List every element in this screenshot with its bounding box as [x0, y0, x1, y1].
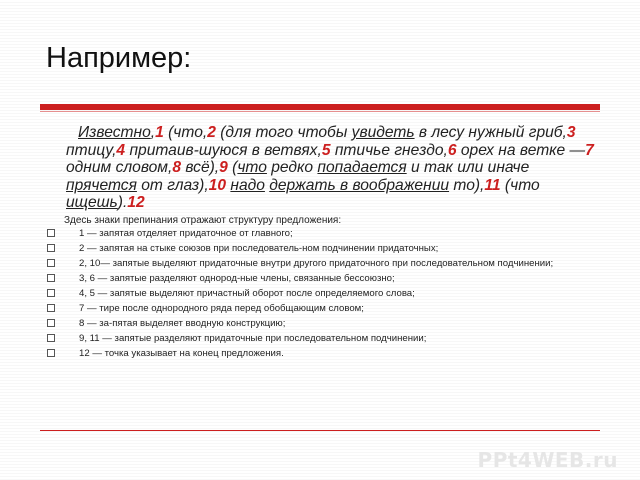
list-item-text: 4, 5 — запятые выделяют причастный оборот после определяемого слова; — [79, 288, 415, 299]
punctuation-number: 1 — [155, 124, 164, 141]
square-bullet-icon — [47, 319, 55, 327]
watermark-logo: PPt4WEB.ru — [477, 448, 618, 472]
punctuation-number: 11 — [484, 176, 501, 194]
sentence-text: (для того чтобы — [215, 124, 352, 141]
underlined-word: надо — [230, 176, 265, 194]
underlined-word: Известно — [78, 124, 151, 141]
sentence-text: в лесу нужный гриб, — [414, 124, 567, 141]
sentence-text: и так или иначе — [406, 159, 530, 176]
list-item — [44, 258, 596, 270]
punctuation-number: 12 — [127, 194, 145, 211]
punctuation-number: 10 — [208, 176, 227, 194]
sentence-text: одним словом, — [66, 159, 173, 176]
square-bullet-icon — [47, 244, 55, 252]
sentence-text: редко — [266, 159, 318, 176]
punctuation-number: 5 — [321, 141, 331, 159]
square-bullet-icon — [47, 259, 55, 267]
list-item — [44, 273, 596, 285]
slide-title: Например: — [46, 42, 192, 74]
square-bullet-icon — [47, 274, 55, 282]
square-bullet-icon — [47, 289, 55, 297]
sentence-text: притаив-шуюся в ветвях, — [125, 141, 322, 159]
underlined-word: что — [237, 159, 267, 176]
top-divider-thin — [40, 111, 600, 112]
punctuation-number: 2 — [207, 124, 216, 141]
intro-text: Здесь знаки препинания отражают структуру предложения: — [64, 215, 342, 226]
punctuation-number: 6 — [447, 141, 457, 159]
list-item — [44, 348, 596, 360]
bottom-divider — [40, 430, 600, 431]
sentence-text: (что, — [163, 124, 208, 141]
top-divider — [40, 104, 600, 110]
sentence-text: ). — [117, 194, 128, 211]
square-bullet-icon — [47, 349, 55, 357]
example-sentence — [66, 124, 596, 212]
list-item-text: 2 — запятая на стыке союзов при последователь-ном подчинении придаточных; — [79, 243, 439, 254]
square-bullet-icon — [47, 304, 55, 312]
sentence-text: орех на ветке — — [456, 141, 586, 159]
underlined-word: попадается — [317, 159, 407, 176]
punctuation-number: 3 — [566, 124, 576, 141]
list-item-text: 1 — запятая отделяет придаточное от главного; — [79, 228, 293, 239]
sentence-text: то), — [449, 176, 485, 194]
list-item — [44, 303, 596, 315]
sentence-text: ( — [227, 159, 238, 176]
underlined-word: увидеть — [351, 124, 415, 141]
underlined-word: держать в воображении — [269, 176, 450, 194]
list-item — [44, 318, 596, 330]
punctuation-number: 4 — [116, 141, 126, 159]
explanation-list — [44, 228, 596, 363]
list-item-text: 7 — тире после однородного ряда перед обобщающим словом; — [79, 303, 364, 314]
list-item-text: 12 — точка указывает на конец предложения. — [79, 348, 284, 359]
sentence-text: птичье гнездо, — [330, 141, 448, 159]
list-item — [44, 228, 596, 240]
punctuation-number: 7 — [585, 141, 594, 159]
list-item — [44, 333, 596, 345]
sentence-text: птицу, — [66, 141, 117, 159]
underlined-word: ищешь — [66, 194, 118, 211]
sentence-text: (что — [500, 176, 540, 194]
punctuation-number: 8 — [172, 159, 182, 176]
list-item-text: 8 — за-пятая выделяет вводную конструкцию; — [79, 318, 286, 329]
sentence-text: всё), — [181, 159, 220, 176]
list-item — [44, 243, 596, 255]
square-bullet-icon — [47, 334, 55, 342]
sentence-text: , — [150, 124, 156, 141]
underlined-word: прячется — [66, 176, 137, 194]
list-item-text: 9, 11 — запятые разделяют придаточные при последовательном подчинении; — [79, 333, 427, 344]
square-bullet-icon — [47, 229, 55, 237]
sentence-text: от глаз), — [136, 176, 209, 194]
list-item-text: 3, 6 — запятые разделяют однород-ные члены, связанные бессоюзно; — [79, 273, 395, 284]
list-item — [44, 288, 596, 300]
punctuation-number: 9 — [219, 159, 228, 176]
list-item-text: 2, 10— запятые выделяют придаточные внутри другого придаточного при последовательном подчинении; — [79, 258, 554, 269]
